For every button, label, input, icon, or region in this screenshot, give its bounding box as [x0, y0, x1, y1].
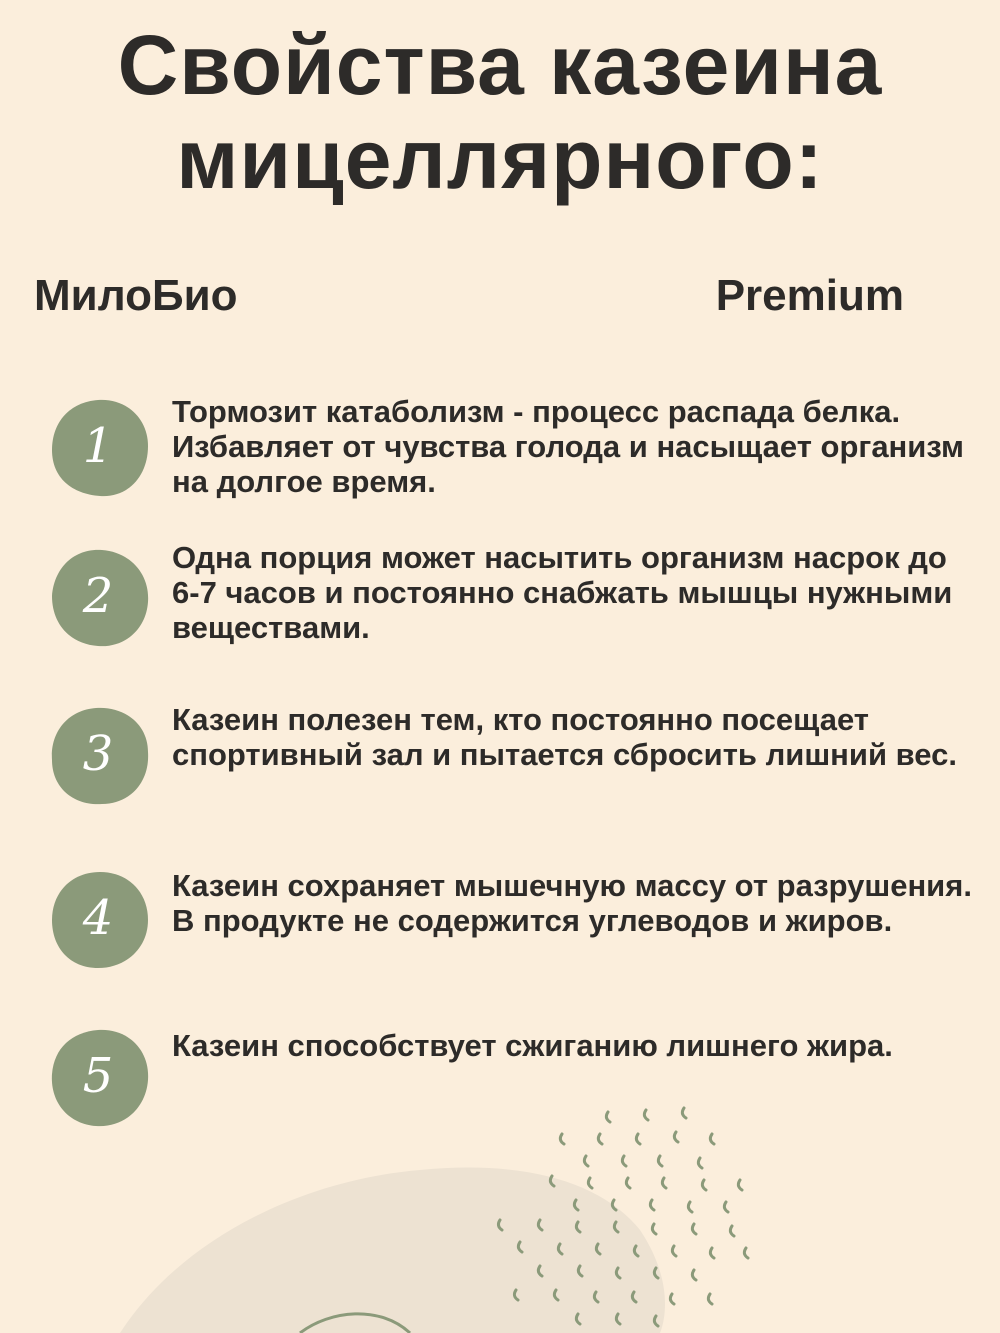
- item-number: 4: [82, 890, 114, 946]
- background-blob: [120, 1168, 665, 1333]
- page-title: [0, 18, 1000, 206]
- number-badge: [48, 704, 154, 810]
- title-line-2: мицеллярного:: [176, 112, 824, 206]
- number-badge: [48, 546, 154, 652]
- item-text: Казеин полезен тем, кто постоянно посещает спортивный зал и пытается сбросить лишний вес.: [172, 702, 957, 772]
- item-text: Тормозит катаболизм - процесс распада белка. Избавляет от чувства голода и насыщает организм на долгое время.: [172, 394, 964, 499]
- item-text: Казеин способствует сжиганию лишнего жира.: [172, 1028, 893, 1063]
- item-number: 1: [82, 418, 114, 474]
- title-line-1: Свойства казеина: [117, 18, 883, 112]
- number-badge: [48, 868, 154, 974]
- decorative-background: [0, 1060, 1000, 1333]
- item-number: 5: [82, 1048, 114, 1104]
- item-text: Одна порция может насытить организм насрок до 6-7 часов и постоянно снабжать мышцы нужными веществами.: [172, 540, 953, 645]
- product-tier: Premium: [715, 271, 904, 320]
- item-number: 2: [82, 568, 114, 624]
- brand-name: МилоБио: [34, 271, 238, 320]
- item-text: Казеин сохраняет мышечную массу от разрушения. В продукте не содержится углеводов и жиров.: [172, 868, 972, 938]
- number-badge: [48, 396, 154, 502]
- item-number: 3: [82, 726, 114, 782]
